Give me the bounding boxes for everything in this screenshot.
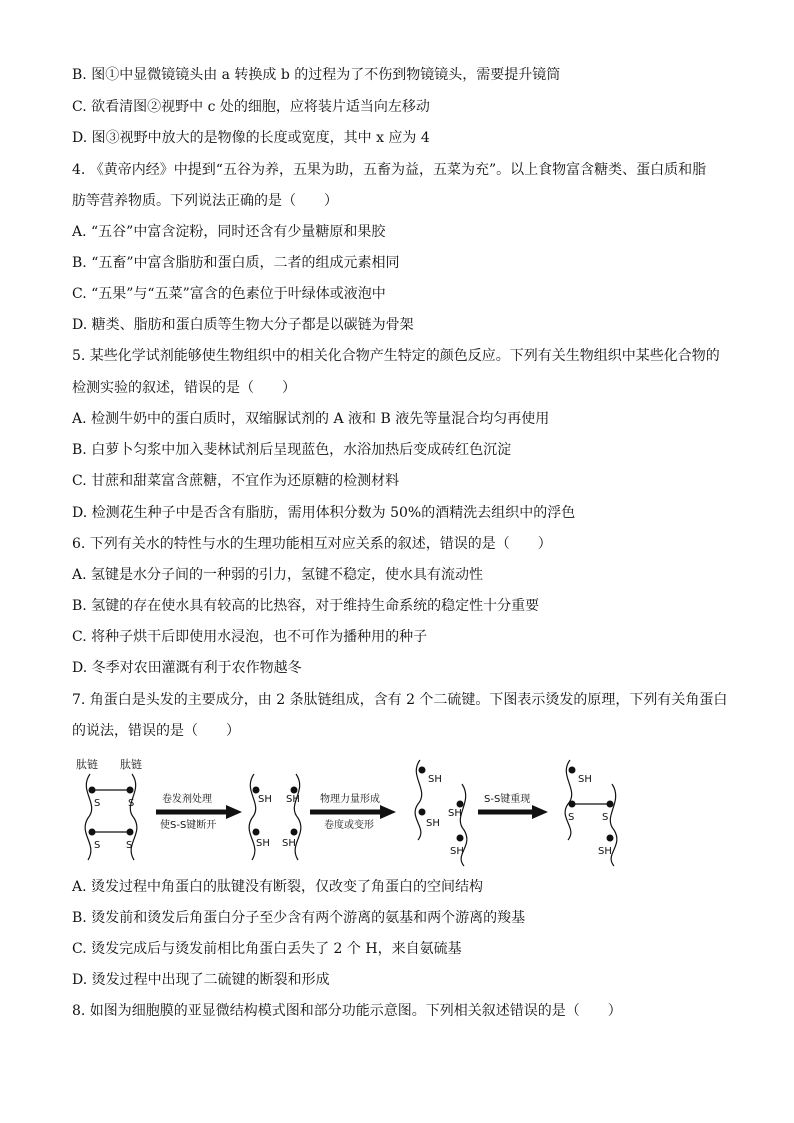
sh-label: SH (286, 794, 300, 805)
question-6: 6. 下列有关水的特性与水的生理功能相互对应关系的叙述，错误的是（ ） (72, 536, 552, 552)
question-7-line-2: 的说法，错误的是（ ） (72, 723, 240, 739)
sh-label: SH (450, 846, 464, 857)
atom-dot (127, 787, 134, 794)
atom-dot (89, 787, 96, 794)
option-4d: D. 糖类、脂肪和蛋白质等生物大分子都是以碳链为骨架 (72, 317, 414, 333)
option-4a: A. “五谷”中富含淀粉，同时还含有少量糖原和果胶 (72, 224, 386, 240)
atom-dot (253, 829, 260, 836)
stage-2-broken-bonds (249, 774, 301, 860)
atom-dot (419, 809, 426, 816)
step-2-top-label: 物理力量形成 (320, 794, 380, 805)
arrow-head (226, 805, 242, 819)
atom-dot (607, 801, 614, 808)
arrow-step-2 (310, 792, 396, 831)
sh-label: SH (578, 774, 592, 785)
s-label: S (602, 812, 609, 823)
option-4b: B. “五畜”中富含脂肪和蛋白质，二者的组成元素相同 (72, 255, 400, 271)
sh-label: SH (448, 808, 462, 819)
atom-dot (607, 835, 614, 842)
sh-label: SH (426, 818, 440, 829)
option-5d: D. 检测花生种子中是否含有脂肪，需用体积分数为 50%的酒精洗去组织中的浮色 (72, 505, 576, 521)
arrow-step-1 (156, 792, 242, 831)
arrow-step-3 (478, 792, 548, 819)
chain-label-right: 肽链 (120, 758, 142, 771)
option-7a: A. 烫发过程中角蛋白的肽键没有断裂，仅改变了角蛋白的空间结构 (72, 879, 484, 895)
option-5c: C. 甘蔗和甜菜富含蔗糖，不宜作为还原糖的检测材料 (72, 473, 400, 489)
step-2-bottom-label: 卷度或变形 (324, 820, 374, 831)
option-7c: C. 烫发完成后与烫发前相比角蛋白丢失了 2 个 H，来自氨硫基 (72, 941, 462, 957)
option-5b: B. 白萝卜匀浆中加入斐林试剂后呈现蓝色，水浴加热后变成砖红色沉淀 (72, 442, 512, 458)
option-7d: D. 烫发过程中出现了二硫键的断裂和形成 (72, 972, 330, 988)
atom-dot (569, 767, 576, 774)
question-8: 8. 如图为细胞膜的亚显微结构模式图和部分功能示意图。下列相关叙述错误的是（ ） (72, 1003, 622, 1019)
atom-dot (419, 767, 426, 774)
option-6c: C. 将种子烘干后即使用水浸泡，也不可作为播种用的种子 (72, 629, 428, 645)
option-6b: B. 氢键的存在使水具有较高的比热容，对于维持生命系统的稳定性十分重要 (72, 598, 540, 614)
stage-4-new-bonds (565, 760, 617, 866)
s-label: S (94, 798, 101, 809)
s-label: S (568, 812, 575, 823)
perm-diagram (70, 756, 630, 868)
atom-dot (127, 829, 134, 836)
arrow-head (380, 805, 396, 819)
question-7-line-1: 7. 角蛋白是头发的主要成分，由 2 条肽链组成，含有 2 个二硫键。下图表示烫发的原理，下列有关角蛋白 (72, 692, 728, 708)
stage-3-reshaped (415, 760, 467, 866)
atom-dot (457, 801, 464, 808)
atom-dot (291, 787, 298, 794)
option-6d: D. 冬季对农田灌溉有利于农作物越冬 (72, 660, 302, 676)
s-label: S (94, 840, 101, 851)
stage-1-intact-keratin (76, 757, 142, 860)
option-6a: A. 氢键是水分子间的一种弱的引力，氢键不稳定，使水具有流动性 (72, 567, 484, 583)
atom-dot (569, 801, 576, 808)
s-label: S (126, 840, 133, 851)
question-4-line-2: 肪等营养物质。下列说法正确的是（ ） (72, 193, 338, 209)
step-1-top-label: 卷发剂处理 (162, 794, 212, 805)
atom-dot (89, 829, 96, 836)
question-5-line-1: 5. 某些化学试剂能够使生物组织中的相关化合物产生特定的颜色反应。下列有关生物组织中某些化合物的 (72, 348, 720, 364)
question-5-line-2: 检测实验的叙述，错误的是（ ） (72, 380, 296, 396)
option-4c: C. “五果”与“五菜”富含的色素位于叶绿体或液泡中 (72, 286, 386, 302)
sh-label: SH (282, 838, 296, 849)
option-7b: B. 烫发前和烫发后角蛋白分子至少含有两个游离的氨基和两个游离的羧基 (72, 910, 526, 926)
sh-label: SH (428, 774, 442, 785)
question-4-line-1: 4. 《黄帝内经》中提到“五谷为养，五果为助，五畜为益，五菜为充”。以上食物富含糖类、蛋白质和脂 (72, 162, 707, 178)
step-1-bottom-label: 使S-S键断开 (160, 820, 217, 831)
option-5a: A. 检测牛奶中的蛋白质时，双缩脲试剂的 A 液和 B 液先等量混合均匀再使用 (72, 411, 550, 427)
chain-label-left: 肽链 (76, 758, 98, 771)
option-3d: D. 图③视野中放大的是物像的长度或宽度，其中 x 应为 4 (72, 130, 430, 146)
arrow-head (532, 805, 548, 819)
option-3b: B. 图①中显微镜镜头由 a 转换成 b 的过程为了不伤到物镜镜头，需要提升镜筒 (72, 67, 561, 83)
sh-label: SH (598, 846, 612, 857)
atom-dot (457, 835, 464, 842)
atom-dot (291, 829, 298, 836)
sh-label: SH (256, 838, 270, 849)
sh-label: SH (258, 794, 272, 805)
s-label: S (128, 798, 135, 809)
option-3c: C. 欲看清图②视野中 c 处的细胞，应将装片适当向左移动 (72, 99, 430, 115)
step-3-top-label: S-S键重现 (484, 794, 531, 805)
atom-dot (253, 787, 260, 794)
